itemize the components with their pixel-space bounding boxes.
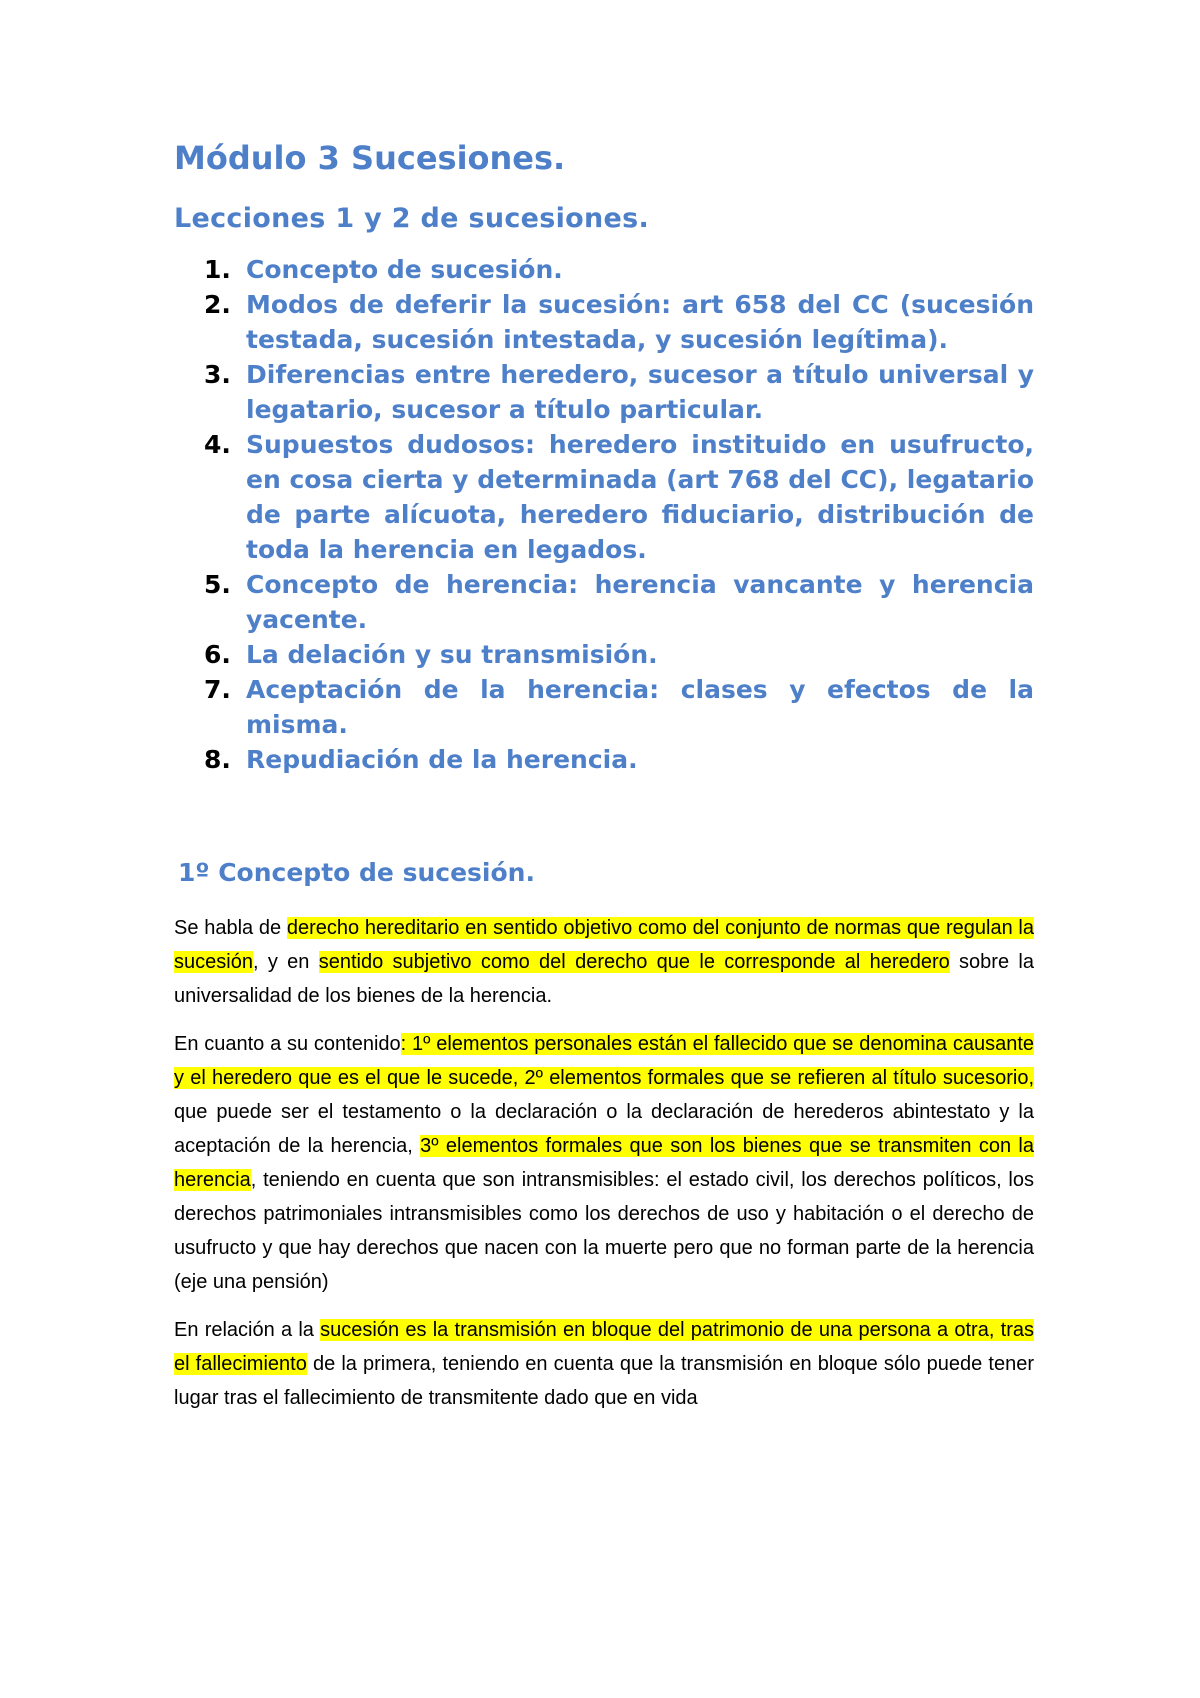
paragraph-text: de la primera, teniendo en cuenta que la transmisión en bloque sólo puede tener lugar tras el fallecimiento de transmitente dado que en vida (174, 1353, 1034, 1409)
lesson-text: Concepto de sucesión. (246, 255, 563, 284)
lesson-item (174, 637, 1034, 672)
lesson-text: Concepto de herencia: herencia vancante y herencia yacente. (246, 570, 1034, 634)
lesson-item (174, 287, 1034, 357)
paragraph-text: que puede ser el testamento o la declaración o la declaración de herederos abintestato y la aceptación de la herencia, (174, 1101, 1034, 1157)
paragraph-text: En cuanto a su contenido (174, 1033, 401, 1055)
lesson-item (174, 567, 1034, 637)
highlighted-text: : 1º elementos personales están el fallecido que se denomina causante y el heredero que es el que le sucede, 2º elementos formales que se refieren al título sucesorio, (174, 1033, 1035, 1089)
lesson-number: 6. (204, 640, 231, 669)
highlighted-text: sentido subjetivo como del derecho que le corresponde al heredero (318, 951, 950, 973)
paragraph-text: , y en (252, 951, 319, 973)
lesson-number: 1. (204, 255, 231, 284)
highlighted-text: sucesión es la transmisión en bloque del patrimonio de una persona a otra, tras el fallecimiento (174, 1319, 1034, 1375)
lesson-item (174, 742, 1034, 777)
highlighted-text: derecho hereditario en sentido objetivo como del conjunto de normas que regulan la sucesión (174, 917, 1034, 973)
paragraph-contenido (174, 1027, 1034, 1299)
paragraph-text: En relación a la (174, 1319, 321, 1341)
lesson-item (174, 672, 1034, 742)
lesson-number: 4. (204, 430, 231, 459)
lesson-text: Diferencias entre heredero, sucesor a título universal y legatario, sucesor a título particular. (246, 360, 1034, 424)
lesson-item (174, 252, 1034, 287)
lesson-number: 3. (204, 360, 231, 389)
lesson-text: La delación y su transmisión. (246, 640, 658, 669)
document-title: Módulo 3 Sucesiones. (174, 139, 566, 177)
paragraph-sucesion (174, 1313, 1034, 1415)
paragraph-derecho-hereditario (174, 911, 1034, 1013)
lesson-number: 2. (204, 290, 231, 319)
lesson-item (174, 427, 1034, 567)
paragraph-text: sobre la universalidad de los bienes de la herencia. (174, 951, 1034, 1007)
lesson-text: Aceptación de la herencia: clases y efectos de la misma. (246, 675, 1034, 739)
section-heading: 1º Concepto de sucesión. (178, 858, 535, 887)
lesson-text: Supuestos dudosos: heredero instituido en usufructo, en cosa cierta y determinada (art 768 del CC), legatario de parte alícuota, heredero fiduciario, distribución de toda la herencia en legados. (246, 430, 1034, 564)
document-subtitle: Lecciones 1 y 2 de sucesiones. (174, 203, 650, 234)
lesson-list (174, 252, 1034, 777)
paragraph-text: , teniendo en cuenta que son intransmisibles: el estado civil, los derechos políticos, los derechos patrimoniales intransmisibles como los derechos de uso y habitación o el derecho de usufructo y que hay derechos que nacen con la muerte pero que no forman parte de la herencia (eje una pensión) (174, 1169, 1034, 1293)
lesson-number: 5. (204, 570, 231, 599)
paragraph-text: Se habla de (174, 917, 287, 939)
lesson-number: 7. (204, 675, 231, 704)
lesson-text: Repudiación de la herencia. (246, 745, 638, 774)
lesson-item (174, 357, 1034, 427)
lesson-number: 8. (204, 745, 231, 774)
highlighted-text: 3º elementos formales que son los bienes que se transmiten con la herencia (174, 1135, 1034, 1191)
lesson-text: Modos de deferir la sucesión: art 658 del CC (sucesión testada, sucesión intestada, y sucesión legítima). (246, 290, 1034, 354)
